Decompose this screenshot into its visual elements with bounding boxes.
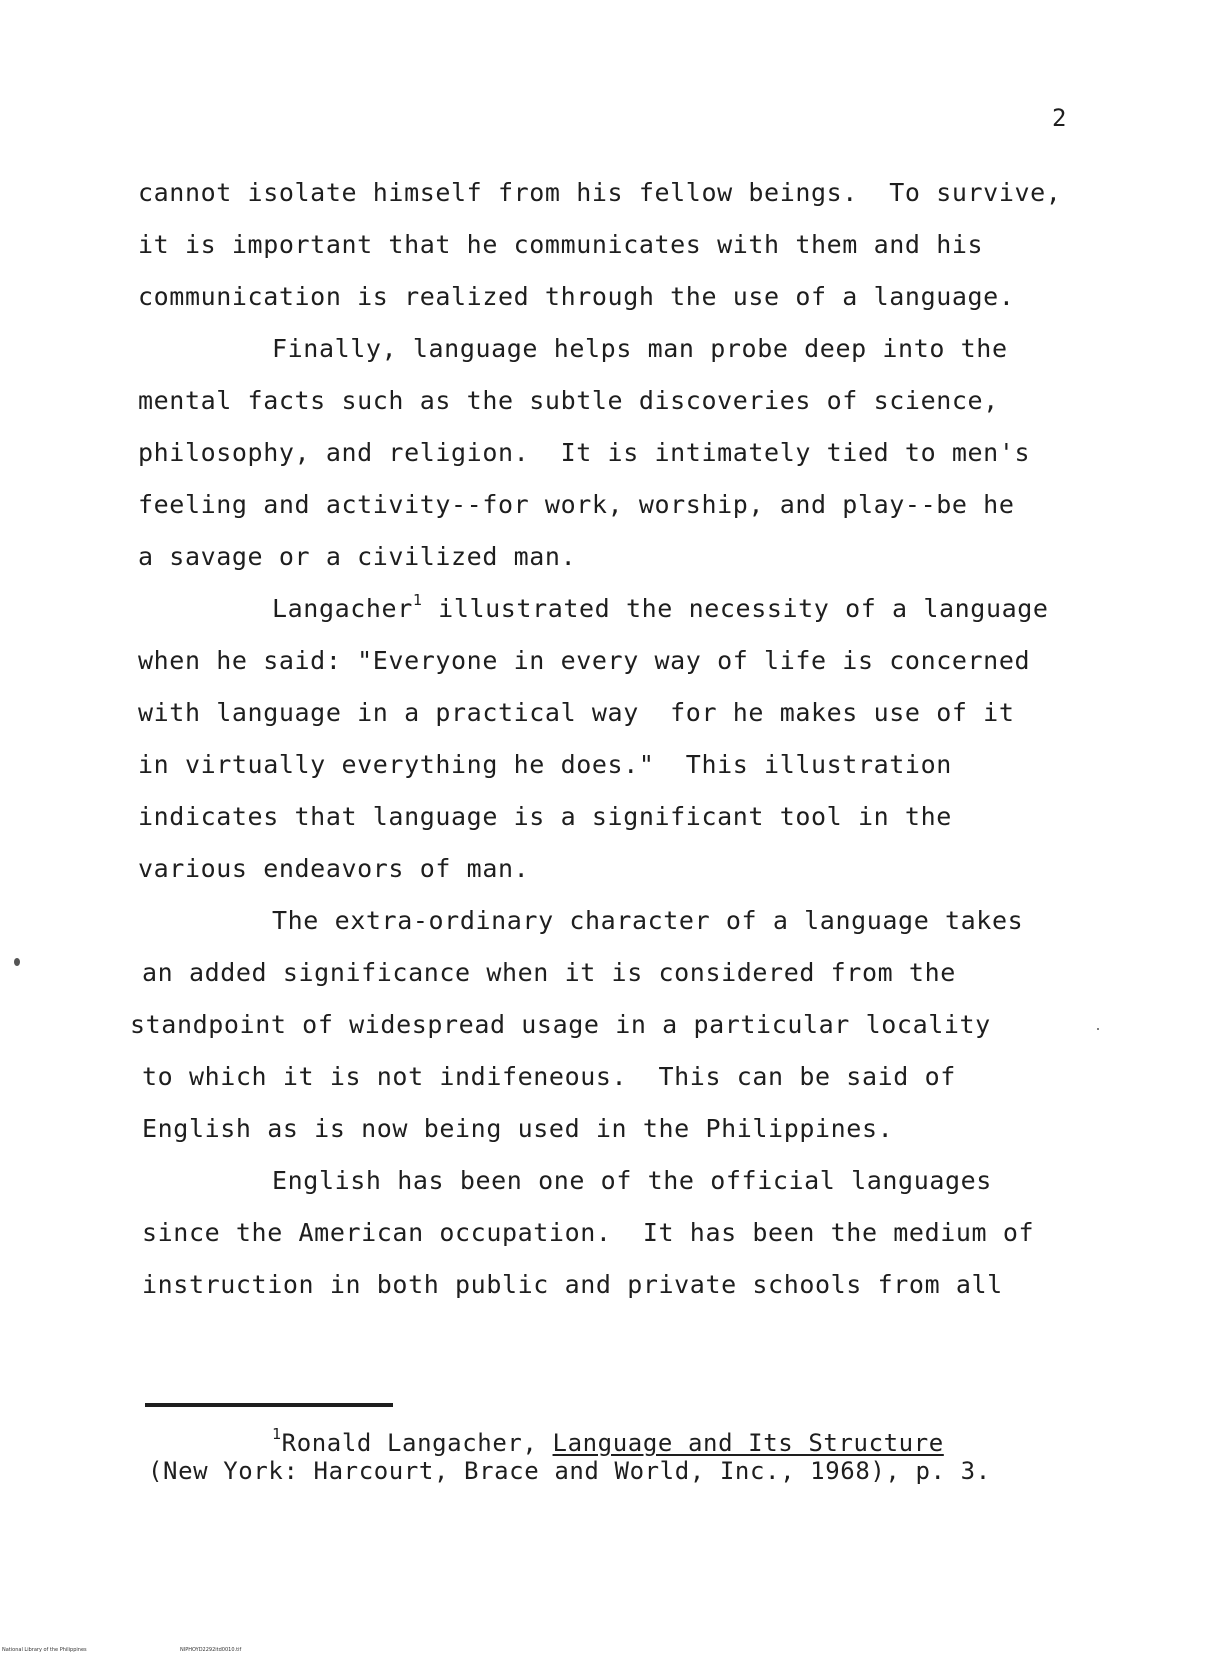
body-line: to which it is not indifeneous. This can be said of — [142, 1062, 956, 1091]
footnote-rule — [145, 1403, 393, 1407]
footnote-marker: 1 — [272, 1425, 282, 1443]
scan-footer-right: NIPHOYD2292itd0010.tif — [180, 1647, 242, 1653]
body-line: feeling and activity--for work, worship, and play--be he — [138, 490, 1015, 519]
scan-speck — [14, 958, 20, 966]
footnote-reference: 1 — [412, 591, 423, 609]
body-line: in virtually everything he does." This illustration — [138, 750, 952, 779]
body-line: with language in a practical way for he makes use of it — [138, 698, 1015, 727]
body-line: philosophy, and religion. It is intimately tied to men's — [138, 438, 1031, 467]
body-line: a savage or a civilized man. — [138, 542, 577, 571]
footnote-author: Ronald Langacher, — [281, 1429, 553, 1457]
body-line: since the American occupation. It has been the medium of — [142, 1218, 1035, 1247]
footnote-line-1 — [272, 1425, 944, 1458]
footnote-line-2: (New York: Harcourt, Brace and World, Inc., 1968), p. 3. — [148, 1457, 991, 1485]
body-line: when he said: "Everyone in every way of life is concerned — [138, 646, 1031, 675]
body-line: an added significance when it is considered from the — [142, 958, 956, 987]
body-line: communication is realized through the use of a language. — [138, 282, 1015, 311]
body-line: The extra-ordinary character of a language takes — [272, 906, 1024, 935]
body-line: English has been one of the official languages — [272, 1166, 992, 1195]
footnote-title: Language and Its Structure — [552, 1429, 944, 1457]
scan-speck — [1097, 1028, 1099, 1030]
body-line: Finally, language helps man probe deep into the — [272, 334, 1008, 363]
body-line-with-footnote-ref — [272, 591, 1049, 624]
body-line: instruction in both public and private schools from all — [142, 1270, 1003, 1299]
body-line: various endeavors of man. — [138, 854, 530, 883]
author-name: Langacher — [272, 594, 413, 623]
body-line: cannot isolate himself from his fellow beings. To survive, — [138, 178, 1062, 207]
page-number: 2 — [1052, 104, 1067, 132]
body-line: standpoint of widespread usage in a particular locality — [130, 1010, 991, 1039]
body-line: mental facts such as the subtle discoveries of science, — [138, 386, 999, 415]
body-line: it is important that he communicates with them and his — [138, 230, 984, 259]
body-line: indicates that language is a significant tool in the — [138, 802, 952, 831]
body-text: illustrated the necessity of a language — [422, 594, 1049, 623]
body-line: English as is now being used in the Philippines. — [142, 1114, 894, 1143]
scan-footer-left: National Library of the Philippines — [2, 1647, 87, 1653]
